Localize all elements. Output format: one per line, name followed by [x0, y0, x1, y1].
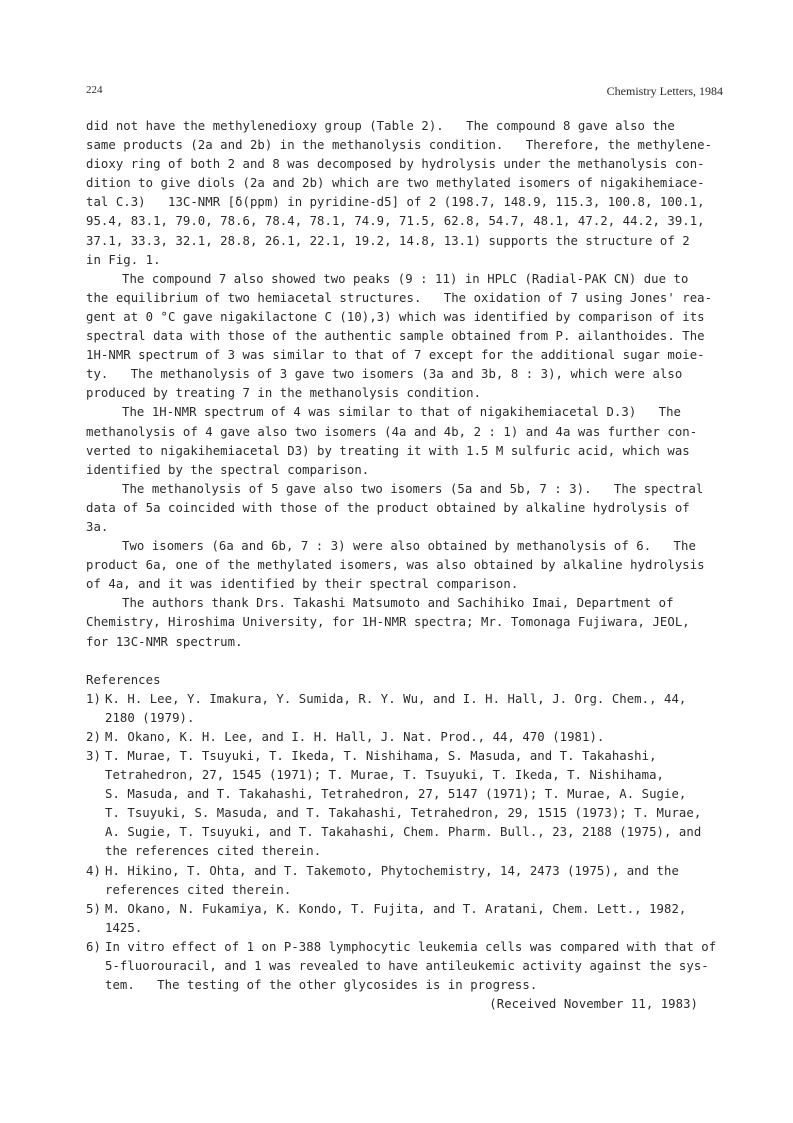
reference-line: T. Tsuyuki, S. Masuda, and T. Takahashi, Tetrahedron, 29, 1515 (1973); T. Murae,	[105, 806, 702, 821]
body-line: 95.4, 83.1, 79.0, 78.6, 78.4, 78.1, 74.9, 71.5, 62.8, 54.7, 48.1, 47.2, 44.2, 39.1,	[86, 214, 705, 229]
page-number: 224	[86, 84, 103, 96]
body-line: gent at 0 °C gave nigakilactone C (10),3) which was identified by comparison of its	[86, 309, 705, 324]
reference-line: 5-fluorouracil, and 1 was revealed to have antileukemic activity against the sys-	[105, 959, 709, 974]
reference-line: 2180 (1979).	[105, 710, 195, 725]
body-line: dition to give diols (2a and 2b) which are two methylated isomers of nigakihemiace-	[86, 176, 705, 191]
reference-number: 2)	[86, 729, 101, 744]
reference-line: Tetrahedron, 27, 1545 (1971); T. Murae, T. Tsuyuki, T. Ikeda, T. Nishihama,	[105, 768, 665, 783]
journal-name: Chemistry Letters, 1984	[606, 84, 723, 98]
paragraph-compound-6	[86, 537, 722, 594]
paragraph-methanolysis	[86, 117, 722, 270]
reference-line: tem. The testing of the other glycosides is in progress.	[105, 978, 538, 993]
body-line: tal C.3) 13C-NMR [δ(ppm) in pyridine-d5] of 2 (198.7, 148.9, 115.3, 100.8, 100.1,	[86, 195, 705, 210]
received-date: (Received November 11, 1983)	[489, 997, 698, 1012]
reference-item	[86, 690, 722, 728]
reference-line: A. Sugie, T. Tsuyuki, and T. Takahashi, Chem. Pharm. Bull., 23, 2188 (1975), and	[105, 825, 702, 840]
reference-number: 1)	[86, 691, 101, 706]
body-line: The authors thank Drs. Takashi Matsumoto and Sachihiko Imai, Department of	[122, 596, 674, 611]
body-line: for 13C-NMR spectrum.	[86, 634, 243, 649]
reference-number: 5)	[86, 901, 101, 916]
body-line: did not have the methylenedioxy group (Table 2). The compound 8 gave also the	[86, 119, 675, 133]
reference-number: 4)	[86, 863, 101, 878]
reference-item	[86, 728, 722, 747]
reference-line: M. Okano, N. Fukamiya, K. Kondo, T. Fujita, and T. Aratani, Chem. Lett., 1982,	[105, 901, 687, 916]
body-line: in Fig. 1.	[86, 252, 161, 267]
paragraph-acknowledgments	[86, 594, 722, 651]
reference-item	[86, 862, 722, 900]
reference-line: K. H. Lee, Y. Imakura, Y. Sumida, R. Y. Wu, and I. H. Hall, J. Org. Chem., 44,	[105, 691, 687, 706]
body-line: data of 5a coincided with those of the product obtained by alkaline hydrolysis of	[86, 500, 690, 515]
body-line: 3a.	[86, 519, 109, 534]
reference-number: 6)	[86, 939, 101, 954]
reference-line: references cited therein.	[105, 882, 292, 897]
body-line: methanolysis of 4 gave also two isomers (4a and 4b, 2 : 1) and 4a was further con-	[86, 424, 698, 439]
paragraph-compound-5	[86, 480, 722, 537]
paragraph-compound-7	[86, 270, 722, 404]
reference-line: the references cited therein.	[105, 844, 322, 859]
reference-line: S. Masuda, and T. Takahashi, Tetrahedron, 27, 5147 (1971); T. Murae, A. Sugie,	[105, 787, 687, 802]
references-heading: References	[86, 672, 161, 687]
reference-line: M. Okano, K. H. Lee, and I. H. Hall, J. Nat. Prod., 44, 470 (1981).	[105, 729, 605, 744]
body-line: Two isomers (6a and 6b, 7 : 3) were also obtained by methanolysis of 6. The	[122, 539, 696, 554]
reference-item	[86, 900, 722, 938]
article-body	[86, 117, 722, 1014]
body-line: 1H-NMR spectrum of 3 was similar to that of 7 except for the additional sugar moie-	[86, 348, 705, 363]
body-line: The methanolysis of 5 gave also two isomers (5a and 5b, 7 : 3). The spectral	[122, 481, 704, 496]
body-line: the equilibrium of two hemiacetal structures. The oxidation of 7 using Jones' rea-	[86, 290, 713, 305]
section-gap	[86, 652, 722, 671]
reference-item	[86, 747, 722, 862]
body-line: Chemistry, Hiroshima University, for 1H-NMR spectra; Mr. Tomonaga Fujiwara, JEOL,	[86, 615, 690, 630]
reference-line: In vitro effect of 1 on P-388 lymphocytic leukemia cells was compared with that of	[105, 939, 717, 954]
body-line: spectral data with those of the authentic sample obtained from P. ailanthoides. The	[86, 329, 705, 344]
body-line: same products (2a and 2b) in the methanolysis condition. Therefore, the methylene-	[86, 138, 713, 153]
body-line: identified by the spectral comparison.	[86, 462, 370, 477]
body-line: The 1H-NMR spectrum of 4 was similar to that of nigakihemiacetal D.3) The	[122, 405, 682, 420]
paragraph-compound-4	[86, 403, 722, 479]
reference-number: 3)	[86, 749, 101, 763]
body-line: product 6a, one of the methylated isomers, was also obtained by alkaline hydrolysis	[86, 558, 705, 573]
body-line: produced by treating 7 in the methanolysis condition.	[86, 386, 482, 401]
reference-line: T. Murae, T. Tsuyuki, T. Ikeda, T. Nishihama, S. Masuda, and T. Takahashi,	[105, 749, 657, 763]
reference-item	[86, 938, 722, 995]
body-line: The compound 7 also showed two peaks (9 : 11) in HPLC (Radial-PAK CN) due to	[122, 271, 689, 286]
body-line: 37.1, 33.3, 32.1, 28.8, 26.1, 22.1, 19.2, 14.8, 13.1) supports the structure of 2	[86, 233, 690, 248]
body-line: ty. The methanolysis of 3 gave two isomers (3a and 3b, 8 : 3), which were also	[86, 367, 683, 382]
reference-line: H. Hikino, T. Ohta, and T. Takemoto, Phytochemistry, 14, 2473 (1975), and the	[105, 863, 679, 878]
body-line: of 4a, and it was identified by their spectral comparison.	[86, 577, 519, 592]
body-line: dioxy ring of both 2 and 8 was decomposed by hydrolysis under the methanolysis con-	[86, 157, 705, 172]
body-line: verted to nigakihemiacetal D3) by treating it with 1.5 M sulfuric acid, which was	[86, 443, 690, 458]
reference-line: 1425.	[105, 920, 143, 935]
